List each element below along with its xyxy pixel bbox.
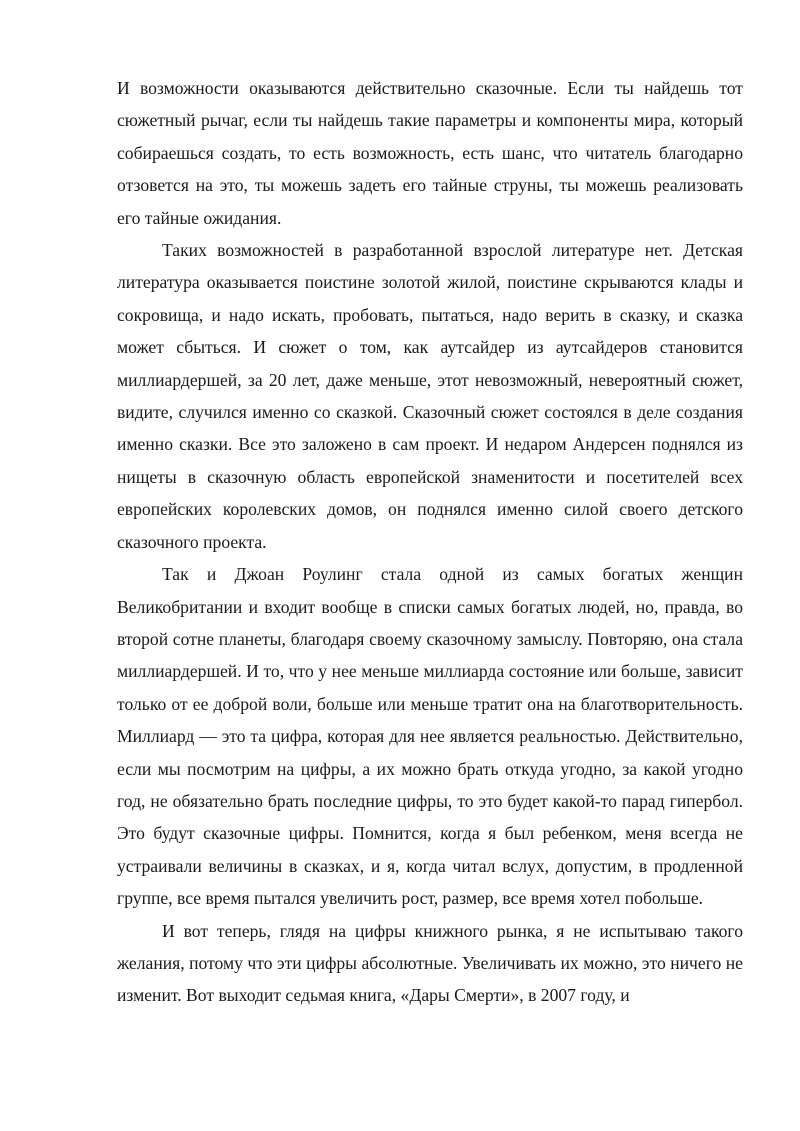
paragraph-1: И возможности оказываются действительно сказочные. Если ты найдешь тот сюжетный рычаг, если ты найдешь такие параметры и компоненты мира, который собираешься создать, то есть возможность, есть шанс, что читатель благодарно отзовется на это, ты можешь задеть его тайные струны, ты можешь реализовать его тайные ожидания. (117, 78, 743, 228)
paragraph-2: Таких возможностей в разработанной взрослой литературе нет. Детская литература оказывается поистине золотой жилой, поистине скрываются клады и сокровища, и надо искать, пробовать, пытаться, надо верить в сказку, и сказка может сбыться. И сюжет о том, как аутсайдер из аутсайдеров становится миллиардершей, за 20 лет, даже меньше, этот невозможный, невероятный сюжет, видите, случился именно со сказкой. Сказочный сюжет состоялся в деле создания именно сказки. Все это заложено в сам проект. И недаром Андерсен поднялся из нищеты в сказочную область европейской знаменитости и посетителей всех европейских королевских домов, он поднялся именно силой своего детского сказочного проекта. (117, 240, 743, 552)
paragraph-4: И вот теперь, глядя на цифры книжного рынка, я не испытываю такого желания, потому что эти цифры абсолютные. Увеличивать их можно, это ничего не изменит. Вот выходит седьмая книга, «Дары Смерти», в 2007 году, и (117, 920, 743, 1006)
body-text (117, 72, 743, 1012)
paragraph-3: Так и Джоан Роулинг стала одной из самых богатых женщин Великобритании и входит вообще в списки самых богатых людей, но, правда, во второй сотне планеты, благодаря своему сказочному замыслу. Повторяю, она стала миллиардершей. И то, что у нее меньше миллиарда состояние или больше, зависит только от ее доброй воли, больше или меньше тратит она на благотворительность. Миллиард — это та цифра, которая для нее является реальностью. Действительно, если мы посмотрим на цифры, а их можно брать откуда угодно, за какой угодно год, не обязательно брать последние цифры, то это будет какой-то парад гипербол. Это будут сказочные цифры. Помнится, когда я был ребенком, меня всегда не устраивали величины в сказках, и я, когда читал вслух, допустим, в продленной группе, все время пытался увеличить рост, размер, все время хотел побольше. (117, 564, 743, 909)
